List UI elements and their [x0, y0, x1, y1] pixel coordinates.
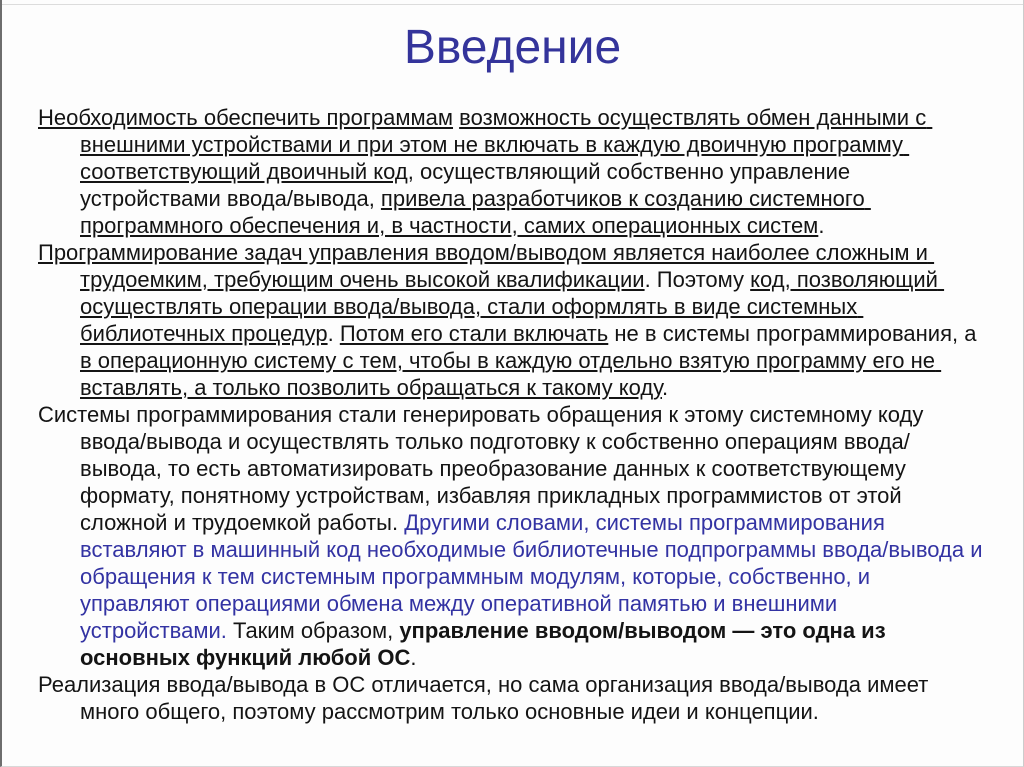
paragraph	[38, 671, 983, 725]
slide-body	[2, 104, 1023, 725]
text-run: Необходимость обеспечить программам	[38, 105, 454, 130]
text-run: Программирование задач управления вводом/выводом является наиболее сложным и трудоемким, требующим очень высокой квалификации	[38, 240, 935, 292]
slide-title: Введение	[403, 21, 622, 74]
text-run: .	[327, 321, 340, 346]
paragraph	[38, 239, 983, 401]
text-run: , осуществляющий собственно управление устройствами ввода/вывода,	[80, 159, 857, 211]
text-run: Потом его стали включать	[339, 321, 609, 346]
text-run: в операционную систему с тем, чтобы в каждую отдельно взятую программу его не вставлять, а только позволить обращаться к такому коду	[80, 348, 942, 400]
text-run: возможность осуществлять обмен данными с внешними устройствами и при этом не включать в каждую двоичную программу соответствующий двоичный код	[80, 105, 933, 184]
text-run: Реализация ввода/вывода в ОС отличается, но сама организация ввода/вывода имеет много общего, поэтому рассмотрим только основные идеи и концепции.	[38, 672, 935, 724]
text-run: Системы программирования стали генерировать обращения к этому системному коду ввода/вывода и осуществлять только подготовку к собственно операциям ввода/вывода, то есть автоматизировать преобразование данных к соответствующему формату, понятному устройствам, избавляя прикладных программистов от этой сложной и трудоемкой работы.	[38, 402, 930, 535]
paragraph	[38, 104, 983, 239]
text-run: не в системы программирования, а	[608, 321, 983, 346]
paragraph	[38, 401, 989, 671]
text-run: привела разработчиков к созданию системного программного обеспечения и, в частности, самих операционных систем	[80, 186, 871, 238]
text-run: .	[661, 375, 669, 400]
text-run: . Поэтому	[644, 267, 751, 292]
text-run: управление вводом/выводом — это одна из основных функций любой ОС	[80, 618, 892, 670]
text-run: .	[818, 213, 825, 238]
text-run: .	[410, 645, 417, 670]
text-run: код, позволяющий осуществлять операции ввода/вывода, стали оформлять в виде системных библиотечных процедур	[80, 267, 945, 346]
text-run: Другими словами, системы программирования вставляют в машинный код необходимые библиотечные подпрограммы ввода/вывода и обращения к тем системным программным модулям, которые, собственно, и управляют операциями обмена между оперативной памятью и внешними устройствами.	[80, 510, 989, 643]
text-run: Таким образом,	[226, 618, 400, 643]
